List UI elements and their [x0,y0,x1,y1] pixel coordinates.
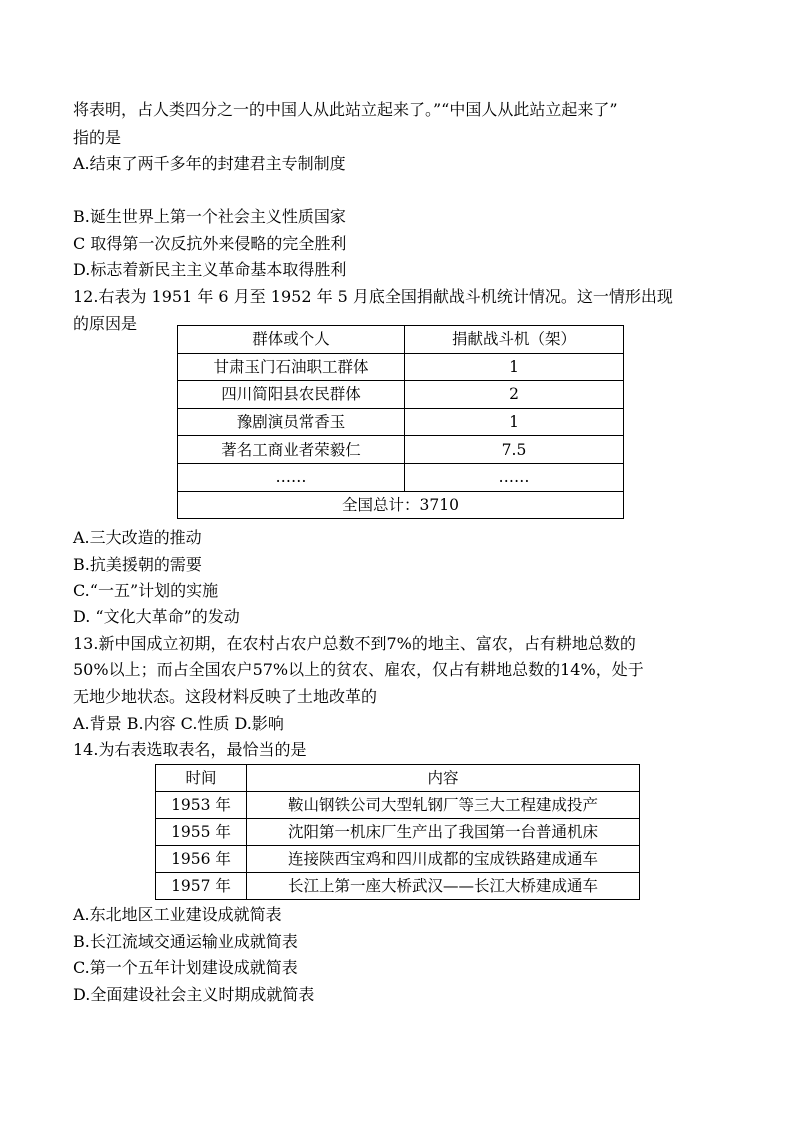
q13-stem-line3: 无地少地状态。这段材料反映了土地改革的 [73,687,378,706]
table-header: 捐献战斗机（架） [405,326,624,354]
table-cell: 鞍山钢铁公司大型轧钢厂等三大工程建成投产 [247,792,640,819]
table-cell: 2 [405,381,624,409]
table-row [178,408,624,436]
table-cell: 1955 年 [156,819,247,846]
q14-option-d: D.全面建设社会主义时期成就简表 [73,985,315,1004]
table-cell: 1 [405,408,624,436]
q14-stem: 14.为右表选取表名，最恰当的是 [73,740,307,759]
q11-option-c: C 取得第一次反抗外来侵略的完全胜利 [73,234,347,253]
q13-options: A.背景 B.内容 C.性质 D.影响 [73,714,284,733]
table-header: 内容 [247,765,640,792]
q12-option-d: D. “文化大革命”的发动 [73,607,240,626]
q11-option-d: D.标志着新民主主义革命基本取得胜利 [73,260,347,279]
table-header: 群体或个人 [178,326,405,354]
table-total-cell: 全国总计：3710 [178,491,624,519]
q14-option-b: B.长江流域交通运输业成就简表 [73,932,298,951]
table-cell: 1953 年 [156,792,247,819]
table-cell: 甘肃玉门石油职工群体 [178,353,405,381]
table-header: 时间 [156,765,247,792]
table-row [156,819,640,846]
q14-option-a: A.东北地区工业建设成就简表 [73,905,282,924]
q12-stem-line2: 的原因是 [73,314,138,333]
q12-option-c: C.“一五”计划的实施 [73,581,219,600]
q11-stem-line2: 指的是 [73,128,122,147]
q12-option-a: A.三大改造的推动 [73,528,202,547]
table-row [156,873,640,900]
table-cell: 长江上第一座大桥武汉——长江大桥建成通车 [247,873,640,900]
table-total-row [178,491,624,519]
construction-table [155,764,640,900]
table-row [156,792,640,819]
fighter-donation-table [177,325,624,519]
table-cell: 四川简阳县农民群体 [178,381,405,409]
table-cell: 豫剧演员常香玉 [178,408,405,436]
q11-option-b: B.诞生世界上第一个社会主义性质国家 [73,207,346,226]
table-cell: 沈阳第一机床厂生产出了我国第一台普通机床 [247,819,640,846]
table-header-row [156,765,640,792]
table-cell: 1 [405,353,624,381]
table-cell: 著名工商业者荣毅仁 [178,436,405,464]
table-cell: 连接陕西宝鸡和四川成都的宝成铁路建成通车 [247,846,640,873]
table-cell: 1956 年 [156,846,247,873]
table-cell: …… [178,463,405,491]
q13-stem-line2: 50%以上；而占全国农户57%以上的贫农、雇农，仅占有耕地总数的14%，处于 [73,660,644,679]
table-row [178,436,624,464]
table-row [178,353,624,381]
q12-stem-line1: 12.右表为 1951 年 6 月至 1952 年 5 月底全国捐献战斗机统计情况。这一情形出现 [73,287,673,306]
q13-stem-line1: 13.新中国成立初期，在农村占农户总数不到7%的地主、富农，占有耕地总数的 [73,634,636,653]
table-row [178,381,624,409]
table-cell: 7.5 [405,436,624,464]
table-row [178,463,624,491]
table-row [156,846,640,873]
q14-option-c: C.第一个五年计划建设成就简表 [73,958,298,977]
q12-option-b: B.抗美援朝的需要 [73,555,202,574]
q11-option-a: A.结束了两千多年的封建君主专制制度 [73,154,346,173]
table-cell: 1957 年 [156,873,247,900]
table-cell: …… [405,463,624,491]
q11-stem-line1: 将表明，占人类四分之一的中国人从此站立起来了。”“中国人从此站立起来了” [73,100,618,119]
table-header-row [178,326,624,354]
